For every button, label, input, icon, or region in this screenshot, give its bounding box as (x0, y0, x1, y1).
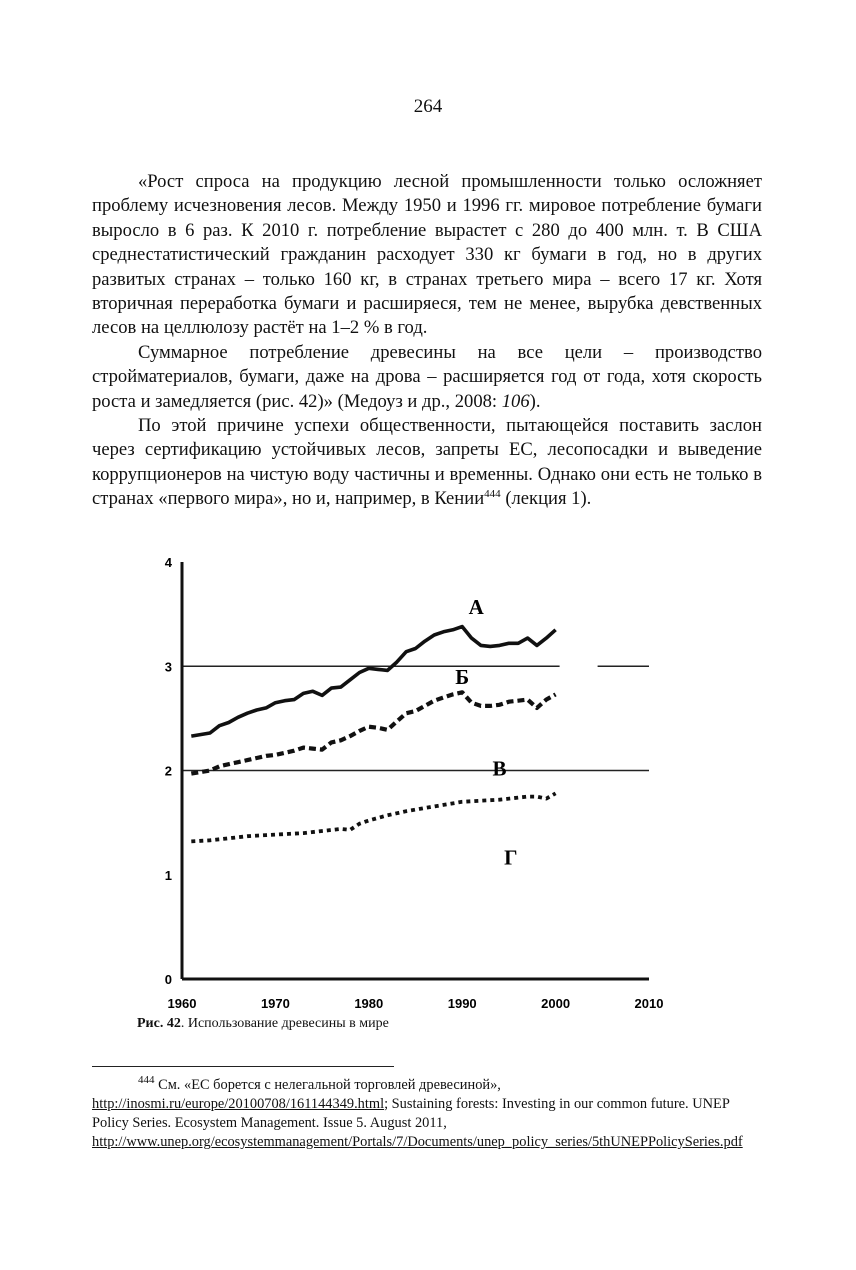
x-tick-label: 1980 (354, 996, 384, 1011)
paragraph-text: (лекция 1). (500, 488, 592, 510)
y-tick-label: 4 (164, 555, 172, 570)
footnote-text: См. «ЕС борется с нелегальной торговлей древесиной», (154, 1077, 501, 1093)
chart-svg (130, 552, 670, 1017)
paragraph-text: ). (529, 390, 541, 412)
paragraph: «Рост спроса на продукцию лесной промышленности только осложняет проблему исчезновения лесов. Между 1950 и 1996 гг. мировое потребление бумаги выросло в 6 раз. К 2010 г. потребление вырастет с 280 до 400 млн. т. В США среднестатистический гражданин расходует 330 кг бумаги в год, но в других развитых странах – только 160 кг, в странах третьего мира – всего 17 кг. Хотя вторичная переработка бумаги и расширяеся, тем не менее, вырубка девственных лесов на целлюлозу растёт на 1–2 % в год. (92, 171, 762, 339)
x-tick-label: 1960 (167, 996, 197, 1011)
body-text (92, 170, 762, 512)
wood-usage-chart (130, 552, 670, 1022)
paragraph-text: По этой причине успехи общественности, пытающейся поставить заслон через сертификацию устойчивых лесов, запреты ЕС, лесопосадки и выведение коррупционеров на чистую воду частичны и временны. Однако они есть не только в странах «первого мира», но и, например, в Кении (92, 415, 762, 510)
figure-label: Рис. 42 (137, 1016, 181, 1031)
curve-label: В (492, 756, 507, 781)
footnote-text: ; Sustaining forests: Investing in our common future. UNEP Policy Series. Ecosystem Management. Issue 5. August 2011, (92, 1096, 730, 1131)
tick-layer (165, 555, 664, 1011)
footnote-number: 444 (138, 1074, 155, 1087)
y-tick-label: 2 (164, 763, 172, 779)
page-number: 264 (413, 96, 443, 117)
series-layer (191, 627, 597, 842)
paragraph (92, 414, 762, 512)
footnotes (92, 1076, 762, 1152)
curve-label: Б (455, 664, 470, 689)
grid-gap (560, 661, 598, 671)
paragraph (92, 341, 762, 414)
series-line-3 (191, 793, 555, 841)
curve-label: Г (504, 845, 518, 870)
figure-caption (137, 1016, 389, 1032)
x-tick-label: 2010 (634, 996, 664, 1011)
x-tick-label: 2000 (541, 996, 571, 1011)
label-layer (455, 595, 517, 869)
x-tick-label: 1990 (447, 996, 477, 1011)
y-tick-label: 3 (164, 659, 172, 675)
footnote-marker[interactable]: 444 (484, 488, 501, 501)
figure-caption-text: . Использование древесины в мире (180, 1016, 389, 1031)
footnote (92, 1076, 762, 1152)
y-tick-label: 0 (164, 972, 172, 987)
x-tick-label: 1970 (260, 996, 290, 1011)
series-line-1 (191, 627, 555, 737)
footnote-link[interactable]: http://www.unep.org/ecosystemmanagement/Portals/7/Documents/unep_policy_series/5thUNEPPolicySeries.pdf (92, 1134, 743, 1150)
footnote-divider (92, 1066, 394, 1067)
paragraph-text: Суммарное потребление древесины на все цели – производство стройматериалов, бумаги, даже на дрова – расширяется год от года, хотя скорость роста и замедляется (рис. 42)» (Медоуз и др., 2008: (92, 341, 762, 412)
y-tick-label: 1 (164, 867, 172, 883)
grid-layer (182, 666, 649, 770)
page-reference: 106 (501, 390, 530, 412)
footnote-link[interactable]: http://inosmi.ru/europe/20100708/161144349.html (92, 1096, 385, 1112)
curve-label: А (468, 595, 484, 620)
